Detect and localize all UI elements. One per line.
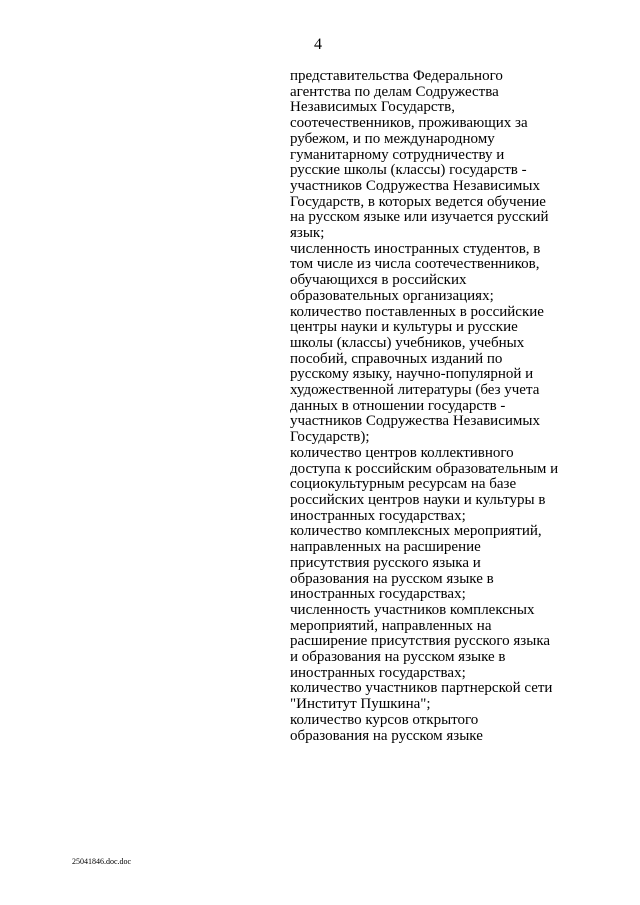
text-line: русские школы (классы) государств - [290, 162, 527, 179]
footer-filename: 25041846.doc.doc [72, 857, 132, 866]
page-number: 4 [314, 36, 322, 53]
text-line: русскому языку, научно-популярной и [290, 366, 534, 383]
text-line: художественной литературы (без учета [290, 382, 540, 399]
text-line: образования на русском языке в [290, 570, 494, 587]
text-line: иностранных государствах; [290, 507, 466, 524]
text-line: иностранных государствах; [290, 664, 466, 681]
text-line: Государств, в которых ведется обучение [290, 193, 546, 210]
text-line: доступа к российским образовательным и [290, 460, 559, 477]
text-line: участников Содружества Независимых [290, 177, 540, 194]
text-line: направленных на расширение [290, 539, 481, 556]
text-line: мероприятий, направленных на [290, 617, 492, 634]
text-line: Независимых Государств, [290, 99, 455, 116]
text-line: центры науки и культуры и русские [290, 319, 518, 336]
text-line: обучающихся в российских [290, 272, 467, 289]
text-line: образования на русском языке [290, 727, 483, 744]
text-line: российских центров науки и культуры в [290, 491, 546, 508]
text-line: количество комплексных мероприятий, [290, 523, 542, 540]
text-line: Государств); [290, 429, 370, 446]
text-line: присутствия русского языка и [290, 554, 481, 571]
text-line: гуманитарному сотрудничеству и [290, 146, 505, 163]
text-line: на русском языке или изучается русский [290, 209, 549, 226]
text-line: образовательных организациях; [290, 287, 494, 304]
text-line: численность участников комплексных [290, 601, 535, 618]
text-line: количество поставленных в российские [290, 303, 544, 320]
text-line: социокультурным ресурсам на базе [290, 476, 517, 493]
text-line: количество центров коллективного [290, 444, 514, 461]
text-line: количество участников партнерской сети [290, 680, 553, 697]
text-line: расширение присутствия русского языка [290, 633, 551, 650]
text-line: школы (классы) учебников, учебных [290, 334, 525, 351]
text-line: "Институт Пушкина"; [290, 696, 431, 713]
text-line: данных в отношении государств - [290, 397, 506, 414]
text-line: количество курсов открытого [290, 711, 479, 728]
body-text [290, 69, 595, 744]
text-line: представительства Федерального [290, 68, 503, 84]
text-line: участников Содружества Независимых [290, 413, 540, 430]
text-line: соотечественников, проживающих за [290, 115, 528, 132]
text-line: иностранных государствах; [290, 586, 466, 603]
text-line: пособий, справочных изданий по [290, 350, 503, 367]
text-line: рубежом, и по международному [290, 130, 495, 147]
text-line: язык; [290, 225, 325, 242]
text-line: и образования на русском языке в [290, 649, 506, 666]
text-line: агентства по делам Содружества [290, 83, 499, 100]
text-line: том числе из числа соотечественников, [290, 256, 540, 273]
text-line: численность иностранных студентов, в [290, 240, 541, 257]
